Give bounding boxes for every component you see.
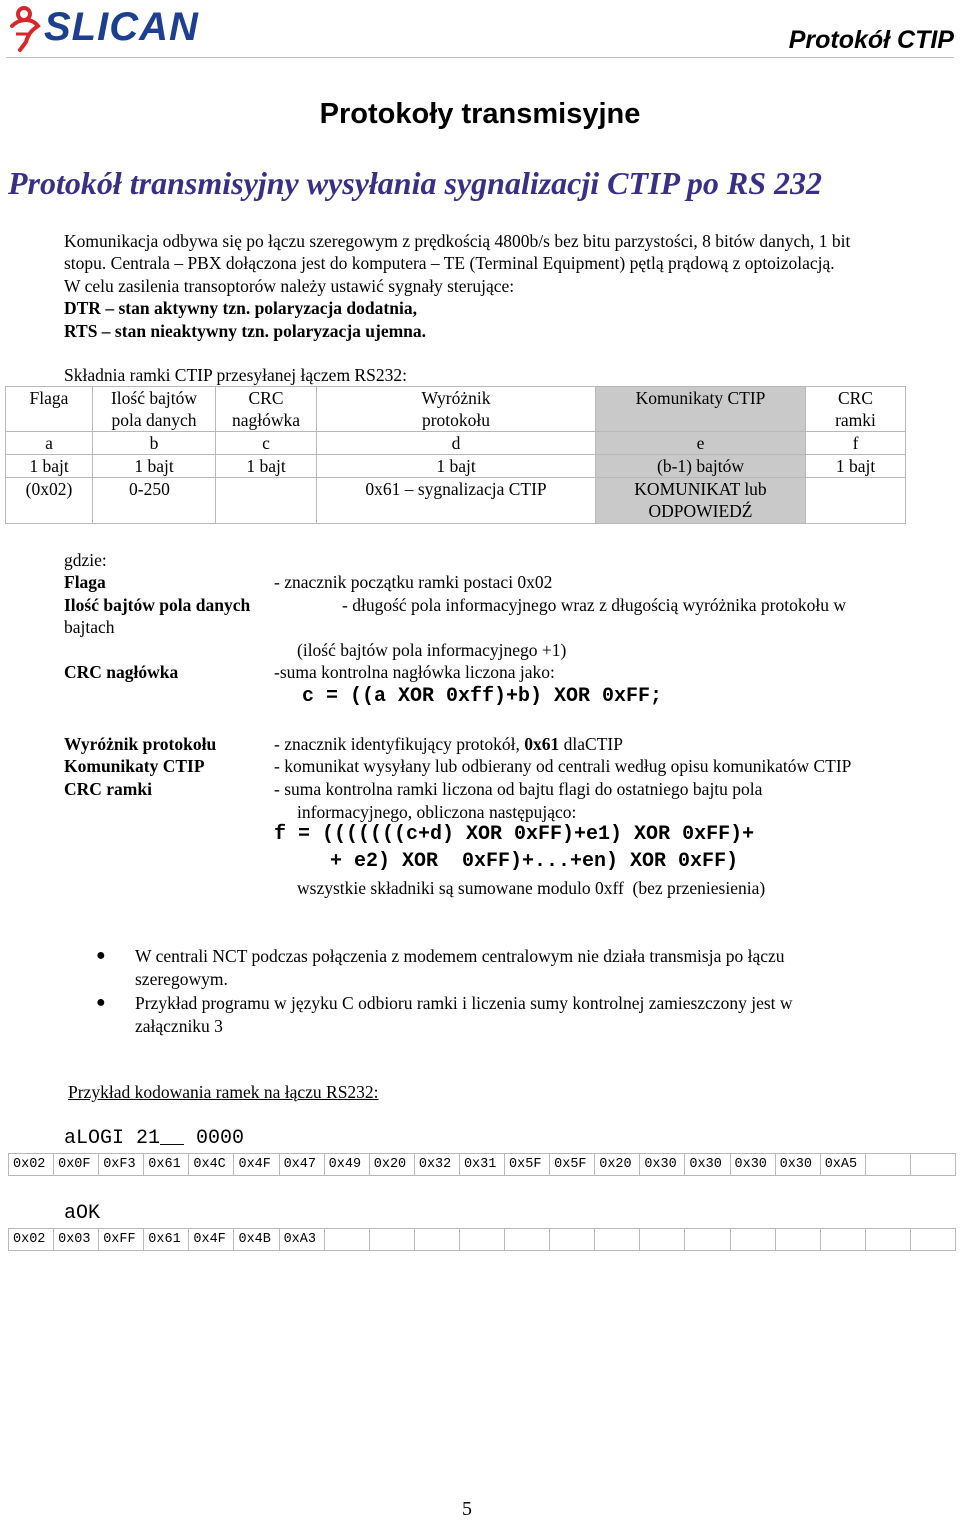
table-cell: 1 bajt — [216, 455, 317, 478]
table-cell: (0x02) — [6, 478, 93, 524]
legend-desc-wyroznik-code: 0x61 — [524, 734, 560, 754]
bullet-icon: ● — [96, 994, 106, 1011]
legend-term-crc-ramki: CRC ramki — [64, 779, 152, 799]
byte-cell: 0xA3 — [279, 1229, 324, 1251]
byte-cell — [775, 1229, 820, 1251]
table-cell: c — [216, 432, 317, 455]
frame-caption: Składnia ramki CTIP przesyłanej łączem RS232: — [64, 365, 407, 385]
byte-cell — [369, 1229, 414, 1251]
byte-cell — [459, 1229, 504, 1251]
byte-cell: 0x4F — [234, 1154, 279, 1176]
legend-desc-ilosc: - długość pola informacyjnego wraz z długością wyróżnika protokołu w — [342, 595, 846, 615]
bullet-2-line-1: Przykład programu w języku C odbioru ramki i liczenia sumy kontrolnej zamieszczony jest w — [135, 993, 793, 1013]
intro-line-2: stopu. Centrala – PBX dołączona jest do komputera – TE (Terminal Equipment) pętlą prądową z optoizolacją. — [64, 253, 835, 273]
table-cell: d — [317, 432, 596, 455]
legend-desc-wyroznik — [274, 733, 623, 755]
byte-cell: 0x49 — [324, 1154, 369, 1176]
byte-cell: 0x30 — [730, 1154, 775, 1176]
byte-cell: 0xF3 — [99, 1154, 144, 1176]
logo-figure-icon — [6, 4, 46, 52]
table-row — [6, 432, 906, 455]
crc-header-formula: c = ((a XOR 0xff)+b) XOR 0xFF; — [302, 685, 663, 708]
table-header-cell: CRC ramki — [806, 387, 906, 432]
crc-frame-formula-line-1: f = (((((((c+d) XOR 0xFF)+e1) XOR 0xFF)+ — [274, 823, 755, 846]
byte-cell: 0x4B — [234, 1229, 279, 1251]
table-row — [6, 478, 906, 524]
byte-cell: 0x03 — [54, 1229, 99, 1251]
byte-cell — [324, 1229, 369, 1251]
byte-cell — [820, 1229, 865, 1251]
table-cell: b — [93, 432, 216, 455]
byte-cell: 0x61 — [144, 1229, 189, 1251]
byte-cell: 0x47 — [279, 1154, 324, 1176]
byte-cell: 0x61 — [144, 1154, 189, 1176]
legend-desc-ilosc-2: bajtach — [64, 617, 115, 637]
table-header-cell: CRC nagłówka — [216, 387, 317, 432]
byte-cell: 0x20 — [595, 1154, 640, 1176]
table-cell: 0x61 – sygnalizacja CTIP — [317, 478, 596, 524]
bullet-1-line-2: szeregowym. — [135, 969, 228, 989]
table-row — [6, 387, 906, 432]
byte-cell — [595, 1229, 640, 1251]
example-2-byte-table — [8, 1228, 956, 1251]
header-divider — [6, 57, 954, 58]
table-row — [9, 1154, 956, 1176]
table-cell — [216, 478, 317, 524]
frame-syntax-table — [5, 386, 906, 524]
document-title: Protokół CTIP — [788, 26, 954, 54]
legend-desc-wyroznik-c: dlaCTIP — [559, 734, 623, 754]
legend-term-wyroznik: Wyróżnik protokołu — [64, 734, 217, 754]
example-1-label: aLOGI 21__ 0000 — [64, 1127, 245, 1150]
legend-intro: gdzie: — [64, 550, 107, 570]
byte-cell: 0x30 — [775, 1154, 820, 1176]
table-cell: 1 bajt — [806, 455, 906, 478]
table-cell: f — [806, 432, 906, 455]
table-header-cell: Ilość bajtów pola danych — [93, 387, 216, 432]
byte-cell: 0x02 — [9, 1154, 54, 1176]
byte-cell: 0x20 — [369, 1154, 414, 1176]
table-header-cell: Wyróżnik protokołu — [317, 387, 596, 432]
legend-desc-crc-ramki-2: informacyjnego, obliczona następująco: — [297, 802, 577, 822]
table-cell: 1 bajt — [6, 455, 93, 478]
bullet-2-line-2: załączniku 3 — [135, 1016, 223, 1036]
legend-term-komunikaty: Komunikaty CTIP — [64, 756, 205, 776]
section-title: Protokoły transmisyjne — [319, 98, 641, 130]
table-cell: (b-1) bajtów — [596, 455, 806, 478]
byte-cell: 0x32 — [414, 1154, 459, 1176]
legend-desc-crc: -suma kontrolna nagłówka liczona jako: — [274, 662, 555, 682]
table-cell: 1 bajt — [93, 455, 216, 478]
intro-line-rts: RTS – stan nieaktywny tzn. polaryzacja ujemna. — [64, 321, 427, 341]
page-number: 5 — [462, 1498, 472, 1520]
byte-cell — [640, 1229, 685, 1251]
legend-desc-ilosc-3: (ilość bajtów pola informacyjnego +1) — [297, 640, 567, 660]
table-row — [6, 455, 906, 478]
bullet-1-line-1: W centrali NCT podczas połączenia z modemem centralowym nie działa transmisja po łączu — [135, 946, 785, 966]
byte-cell: 0x4F — [189, 1229, 234, 1251]
byte-cell: 0xFF — [99, 1229, 144, 1251]
sub-title: Protokół transmisyjny wysyłania sygnalizacji CTIP po RS 232 — [8, 165, 822, 201]
intro-line-1: Komunikacja odbywa się po łączu szeregowym z prędkością 4800b/s bez bitu parzystości, 8 bitów danych, 1 bit — [64, 231, 851, 251]
legend-desc-wyroznik-a: - znacznik identyfikujący protokół, — [274, 734, 525, 754]
byte-cell: 0x02 — [9, 1229, 54, 1251]
example-heading: Przykład kodowania ramek na łączu RS232: — [68, 1082, 379, 1102]
byte-cell — [685, 1229, 730, 1251]
table-cell — [806, 478, 906, 524]
legend-desc-komunikaty: - komunikat wysyłany lub odbierany od centrali według opisu komunikatów CTIP — [274, 756, 852, 776]
table-cell: a — [6, 432, 93, 455]
byte-cell — [910, 1229, 955, 1251]
table-cell: 1 bajt — [317, 455, 596, 478]
byte-cell: 0x30 — [685, 1154, 730, 1176]
byte-cell: 0x5F — [550, 1154, 595, 1176]
table-cell: 0-250 — [93, 478, 216, 524]
formula-note: wszystkie składniki są sumowane modulo 0xff (bez przeniesienia) — [297, 878, 766, 898]
byte-cell — [910, 1154, 955, 1176]
byte-cell: 0x4C — [189, 1154, 234, 1176]
bullet-icon: ● — [96, 947, 106, 964]
byte-cell: 0x31 — [459, 1154, 504, 1176]
legend-desc-crc-ramki: - suma kontrolna ramki liczona od bajtu flagi do ostatniego bajtu pola — [274, 779, 763, 799]
example-1-byte-table — [8, 1153, 956, 1176]
byte-cell: 0x30 — [640, 1154, 685, 1176]
byte-cell: 0xA5 — [820, 1154, 865, 1176]
legend-desc-flaga: - znacznik początku ramki postaci 0x02 — [274, 572, 553, 592]
logo-text: SLICAN — [44, 5, 199, 49]
byte-cell — [865, 1154, 910, 1176]
intro-line-dtr: DTR – stan aktywny tzn. polaryzacja dodatnia, — [64, 298, 417, 318]
crc-frame-formula-line-2: + e2) XOR 0xFF)+...+en) XOR 0xFF) — [330, 850, 739, 873]
byte-cell — [414, 1229, 459, 1251]
legend-term-flaga: Flaga — [64, 572, 106, 592]
legend-term-crc: CRC nagłówka — [64, 662, 179, 682]
byte-cell — [865, 1229, 910, 1251]
byte-cell — [505, 1229, 550, 1251]
example-2-label: aOK — [64, 1202, 101, 1225]
table-row — [9, 1229, 956, 1251]
table-header-cell: Flaga — [6, 387, 93, 432]
table-header-cell: Komunikaty CTIP — [596, 387, 806, 432]
table-cell: e — [596, 432, 806, 455]
intro-line-3: W celu zasilenia transoptorów należy ustawić sygnały sterujące: — [64, 276, 515, 296]
legend-term-ilosc: Ilość bajtów pola danych — [64, 595, 251, 615]
table-cell: KOMUNIKAT lub ODPOWIEDŹ — [596, 478, 806, 524]
byte-cell: 0x0F — [54, 1154, 99, 1176]
byte-cell — [550, 1229, 595, 1251]
byte-cell — [730, 1229, 775, 1251]
byte-cell: 0x5F — [505, 1154, 550, 1176]
